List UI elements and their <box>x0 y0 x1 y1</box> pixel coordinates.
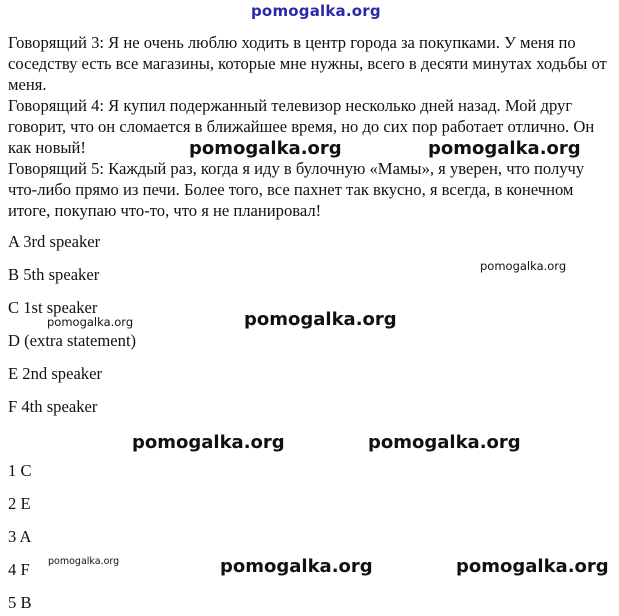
speaker-3-text: Говорящий 3: Я не очень люблю ходить в центр города за покупками. У меня по соседству есть все магазины, которые мне нужны, всего в десяти минутах ходьбы от меня. <box>8 33 607 94</box>
speaker-4-text: Говорящий 4: Я купил подержанный телевизор несколько дней назад. Мой друг говорит, что он сломается в ближайшее время, но до сих пор работает отлично. Он как новый! <box>8 96 595 157</box>
answer-item: 4 F <box>8 560 30 579</box>
watermark: pomogalka.org <box>47 315 134 329</box>
answer-item: 5 B <box>8 593 32 612</box>
watermark: pomogalka.org <box>48 556 120 567</box>
site-header-watermark: pomogalka.org <box>251 2 381 20</box>
option-item: D (extra statement) <box>8 331 137 350</box>
option-item: B 5th speaker <box>8 265 100 284</box>
option-item: A 3rd speaker <box>8 232 101 251</box>
watermark: pomogalka.org <box>189 138 342 159</box>
watermark: pomogalka.org <box>220 556 373 577</box>
answer-item: 2 E <box>8 494 31 513</box>
watermark: pomogalka.org <box>480 259 567 273</box>
watermark: pomogalka.org <box>368 432 521 453</box>
watermark: pomogalka.org <box>244 309 397 330</box>
answer-item: 1 C <box>8 461 32 480</box>
speaker-5-text: Говорящий 5: Каждый раз, когда я иду в булочную «Мамы», я уверен, что получу что-либо прямо из печи. Более того, все пахнет так вкусно, я всегда, в конечном итоге, покупаю что-то, что я не планировал! <box>8 159 585 220</box>
watermark: pomogalka.org <box>132 432 285 453</box>
answer-item: 3 A <box>8 527 32 546</box>
option-item: E 2nd speaker <box>8 364 102 383</box>
watermark: pomogalka.org <box>428 138 581 159</box>
watermark: pomogalka.org <box>456 556 609 577</box>
option-item: C 1st speaker <box>8 298 98 317</box>
option-item: F 4th speaker <box>8 397 98 416</box>
